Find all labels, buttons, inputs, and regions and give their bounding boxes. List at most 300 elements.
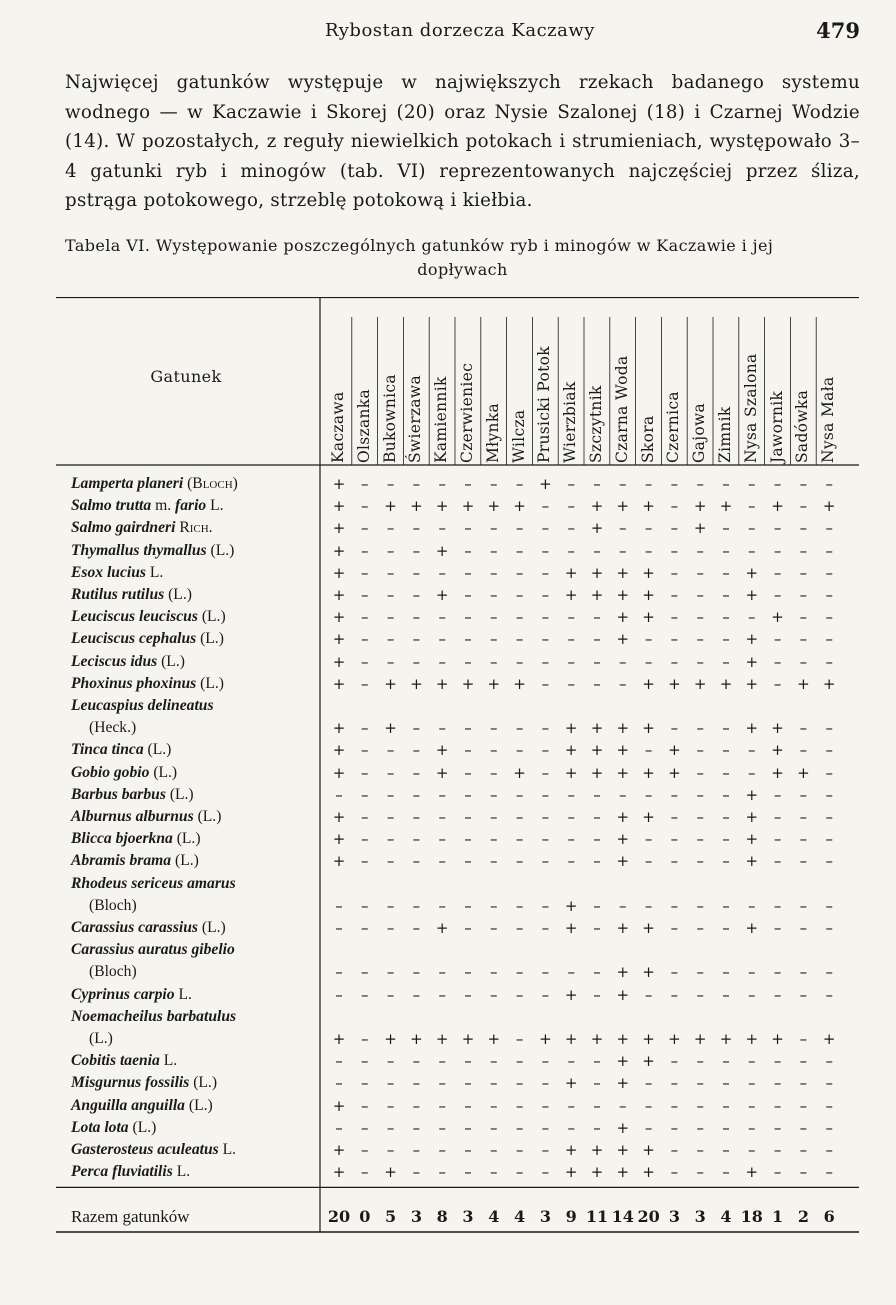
presence-mark: +: [513, 763, 526, 782]
absence-mark: –: [490, 808, 498, 826]
absence-mark: –: [412, 896, 421, 915]
presence-mark: +: [745, 852, 759, 871]
absence-mark: –: [386, 608, 395, 627]
absence-mark: –: [386, 630, 395, 649]
species-author: (L.): [161, 652, 185, 670]
absence-mark: –: [335, 896, 343, 915]
presence-mark: +: [332, 852, 346, 871]
species-author: L.: [222, 1141, 237, 1158]
absence-mark: –: [438, 1052, 446, 1071]
absence-mark: –: [593, 608, 601, 627]
absence-mark: –: [490, 852, 498, 871]
presence-mark: +: [564, 586, 578, 604]
absence-mark: –: [438, 1096, 446, 1115]
absence-mark: –: [825, 963, 833, 982]
absence-mark: –: [799, 1052, 808, 1071]
species-latin: Lamperta planeri: [71, 475, 184, 492]
absence-mark: –: [361, 963, 369, 982]
species-name: [71, 562, 323, 584]
species-author: (L.): [200, 674, 224, 692]
presence-mark: +: [435, 763, 449, 782]
absence-mark: –: [696, 541, 704, 560]
species-latin: Abramis brama: [71, 852, 172, 870]
absence-mark: –: [515, 1052, 524, 1071]
river-header: [378, 303, 404, 463]
species-name: [71, 673, 323, 695]
presence-mark: +: [332, 519, 346, 538]
absence-mark: –: [644, 830, 653, 849]
absence-mark: –: [773, 852, 782, 871]
species-latin: Rutilus rutilus: [71, 586, 165, 603]
absence-mark: –: [799, 475, 808, 493]
absence-mark: –: [515, 896, 524, 915]
species-name: [71, 1139, 323, 1161]
species-author: (L.): [132, 1118, 157, 1136]
presence-mark: +: [332, 608, 346, 627]
page-number: 479: [816, 18, 860, 43]
total-value: 5: [385, 1207, 397, 1226]
absence-mark: –: [464, 652, 472, 671]
absence-mark: –: [412, 1096, 421, 1115]
absence-mark: –: [438, 719, 446, 738]
presence-mark: +: [461, 674, 475, 693]
absence-mark: –: [541, 1074, 550, 1093]
absence-mark: –: [825, 896, 833, 915]
absence-mark: –: [361, 852, 369, 871]
river-header: [429, 303, 455, 463]
species-latin: Gobio gobio: [71, 763, 150, 781]
absence-mark: –: [696, 1141, 704, 1159]
absence-mark: –: [361, 608, 369, 627]
presence-mark: +: [771, 763, 784, 782]
presence-mark: +: [745, 563, 759, 582]
presence-mark: +: [384, 1030, 397, 1048]
species-author: (Heck.): [89, 719, 137, 737]
absence-mark: –: [619, 475, 627, 493]
total-value: 18: [740, 1207, 763, 1226]
absence-mark: –: [773, 563, 782, 582]
species-name: [71, 1006, 323, 1028]
total-value: 6: [823, 1207, 835, 1226]
absence-mark: –: [799, 852, 808, 871]
absence-mark: –: [438, 830, 446, 849]
presence-mark: +: [616, 763, 630, 782]
river-header-label: Czarna Woda: [612, 355, 631, 463]
absence-mark: –: [541, 1163, 550, 1182]
species-author: (L.): [153, 763, 178, 781]
presence-mark: +: [410, 1030, 423, 1048]
species-name: [71, 695, 323, 717]
absence-mark: –: [593, 985, 601, 1004]
presence-mark: +: [616, 1052, 630, 1071]
presence-mark: +: [332, 586, 346, 604]
absence-mark: –: [593, 1118, 601, 1137]
absence-mark: –: [515, 963, 524, 982]
absence-mark: –: [644, 1118, 653, 1137]
absence-mark: –: [799, 1141, 808, 1159]
absence-mark: –: [799, 1030, 808, 1048]
presence-mark: +: [564, 985, 578, 1004]
absence-mark: –: [515, 586, 524, 604]
absence-mark: –: [799, 1074, 808, 1093]
absence-mark: –: [748, 763, 756, 782]
absence-mark: –: [386, 785, 395, 804]
absence-mark: –: [412, 1141, 421, 1159]
river-header: [584, 303, 610, 463]
absence-mark: –: [464, 763, 472, 782]
absence-mark: –: [464, 1096, 472, 1115]
species-latin: Carassius carassius: [71, 919, 198, 936]
absence-mark: –: [567, 652, 575, 671]
species-author: (Bloch): [187, 475, 238, 492]
presence-mark: +: [745, 785, 759, 804]
absence-mark: –: [438, 896, 446, 915]
absence-mark: –: [696, 1096, 704, 1115]
absence-mark: –: [644, 896, 653, 915]
absence-mark: –: [644, 785, 653, 804]
presence-mark: +: [564, 1141, 578, 1159]
presence-mark: +: [332, 652, 346, 671]
presence-mark: +: [332, 719, 346, 738]
species-latin: Noemacheilus barbatulus: [71, 1007, 237, 1025]
absence-mark: –: [825, 541, 833, 560]
absence-mark: –: [825, 519, 833, 538]
absence-mark: –: [361, 652, 369, 671]
absence-mark: –: [541, 852, 550, 871]
presence-mark: +: [539, 475, 552, 493]
absence-mark: –: [748, 608, 756, 627]
species-author: (L.): [147, 741, 172, 759]
absence-mark: –: [593, 963, 601, 982]
absence-mark: –: [386, 586, 395, 604]
presence-mark: +: [435, 919, 449, 937]
river-header-label: Kamiennik: [432, 376, 451, 463]
absence-mark: –: [541, 1118, 550, 1137]
presence-mark: +: [384, 497, 397, 516]
river-header-label: Czerwieniec: [458, 362, 476, 463]
absence-mark: –: [412, 541, 421, 560]
absence-mark: –: [361, 541, 369, 560]
absence-mark: –: [335, 1074, 343, 1093]
absence-mark: –: [748, 1096, 756, 1115]
absence-mark: –: [361, 497, 369, 516]
absence-mark: –: [438, 475, 446, 493]
absence-mark: –: [593, 1052, 601, 1071]
river-header: [739, 303, 765, 463]
presence-mark: +: [616, 497, 630, 516]
absence-mark: –: [386, 652, 395, 671]
body-paragraph: Najwięcej gatunków występuje w największych rzekach badanego systemu wodnego — w Kaczawie i Skorej (20) oraz Nysie Szalonej (18) i Czarnej Wodzie (14). W pozostałych, z reguły niewielkich potokach i strumieniach, występowało 3–4 gatunki ryb i minogów (tab. VI) reprezentowanych najczęściej przez śliza, pstrąga potokowego, strzeblę potokową i kiełbia.: [65, 72, 860, 211]
absence-mark: –: [722, 541, 730, 560]
presence-mark: +: [719, 497, 733, 516]
absence-mark: –: [670, 919, 679, 937]
species-latin: Gasterosteus aculeatus: [71, 1141, 219, 1158]
absence-mark: –: [722, 963, 730, 982]
absence-mark: –: [722, 1118, 730, 1137]
absence-mark: –: [799, 1163, 808, 1182]
presence-mark: +: [822, 1030, 836, 1048]
river-header: [713, 303, 739, 463]
absence-mark: –: [490, 963, 498, 982]
absence-mark: –: [361, 1030, 369, 1048]
absence-mark: –: [541, 519, 550, 538]
absence-mark: –: [567, 519, 575, 538]
absence-mark: –: [386, 1052, 395, 1071]
river-header: [532, 303, 558, 463]
absence-mark: –: [773, 541, 782, 560]
species-name: [71, 584, 323, 606]
river-header: [507, 303, 533, 463]
absence-mark: –: [748, 541, 756, 560]
absence-mark: –: [490, 1118, 498, 1137]
river-header-label: Kaczawa: [329, 391, 347, 463]
absence-mark: –: [748, 1052, 756, 1071]
presence-mark: +: [384, 1163, 397, 1182]
absence-mark: –: [670, 1074, 679, 1093]
absence-mark: –: [438, 985, 446, 1004]
presence-mark: +: [564, 896, 578, 915]
species-author: (L.): [175, 852, 199, 870]
presence-mark: +: [564, 563, 578, 582]
absence-mark: –: [412, 652, 421, 671]
absence-mark: –: [361, 919, 369, 937]
absence-mark: –: [825, 808, 833, 826]
absence-mark: –: [515, 985, 524, 1004]
species-name: [71, 1161, 323, 1183]
species-name: [71, 850, 323, 872]
absence-mark: –: [438, 630, 446, 649]
absence-mark: –: [773, 630, 782, 649]
river-header: [326, 303, 352, 463]
total-value: 14: [611, 1207, 634, 1226]
absence-mark: –: [799, 1096, 808, 1115]
species-latin: Esox lucius: [71, 563, 146, 581]
absence-mark: –: [335, 985, 343, 1004]
absence-mark: –: [490, 830, 498, 849]
species-author: (L.): [193, 1074, 218, 1092]
species-author: Rich.: [179, 519, 213, 537]
species-name: [71, 939, 323, 961]
absence-mark: –: [825, 985, 833, 1004]
absence-mark: –: [696, 608, 704, 627]
presence-mark: +: [410, 674, 423, 693]
absence-mark: –: [541, 563, 550, 582]
presence-mark: +: [616, 630, 630, 649]
absence-mark: –: [696, 896, 704, 915]
absence-mark: –: [825, 1096, 833, 1115]
absence-mark: –: [490, 1074, 498, 1093]
absence-mark: –: [490, 652, 498, 671]
presence-mark: +: [616, 608, 630, 627]
presence-mark: +: [693, 674, 707, 693]
absence-mark: –: [438, 519, 446, 538]
presence-mark: +: [616, 563, 630, 582]
presence-mark: +: [616, 919, 630, 937]
absence-mark: –: [412, 630, 421, 649]
absence-mark: –: [799, 985, 808, 1004]
absence-mark: –: [773, 985, 782, 1004]
presence-mark: +: [642, 919, 655, 937]
absence-mark: –: [515, 1141, 524, 1159]
absence-mark: –: [515, 785, 524, 804]
absence-mark: –: [386, 1074, 395, 1093]
absence-mark: –: [696, 852, 704, 871]
river-header-label: Sadówka: [793, 389, 812, 463]
absence-mark: –: [799, 830, 808, 849]
absence-mark: –: [825, 852, 833, 871]
absence-mark: –: [799, 741, 808, 760]
absence-mark: –: [644, 985, 653, 1004]
presence-mark: +: [435, 541, 449, 560]
river-header-label: Skora: [638, 415, 657, 463]
total-value: 11: [585, 1207, 609, 1226]
absence-mark: –: [696, 963, 704, 982]
presence-mark: +: [435, 586, 449, 604]
absence-mark: –: [773, 1141, 782, 1159]
absence-mark: –: [386, 563, 395, 582]
absence-mark: –: [541, 763, 550, 782]
presence-mark: +: [719, 674, 733, 693]
presence-mark: +: [590, 1141, 604, 1159]
absence-mark: –: [722, 896, 730, 915]
absence-mark: –: [773, 652, 782, 671]
absence-mark: –: [361, 1096, 369, 1115]
total-value: 0: [359, 1207, 371, 1226]
absence-mark: –: [541, 785, 550, 804]
presence-mark: +: [332, 630, 346, 649]
absence-mark: –: [541, 1052, 550, 1071]
absence-mark: –: [670, 1163, 679, 1182]
absence-mark: –: [619, 652, 627, 671]
total-value: 9: [565, 1207, 577, 1226]
header-species: Gatunek: [150, 367, 222, 386]
presence-mark: +: [642, 586, 655, 604]
presence-mark: +: [564, 719, 578, 738]
species-name: [71, 828, 323, 850]
river-header: [352, 303, 378, 463]
species-table: [56, 297, 859, 1233]
absence-mark: –: [696, 785, 704, 804]
absence-mark: –: [567, 630, 575, 649]
absence-mark: –: [748, 963, 756, 982]
absence-mark: –: [670, 519, 679, 538]
total-value: 4: [720, 1207, 732, 1226]
presence-mark: +: [642, 963, 655, 982]
absence-mark: –: [438, 563, 446, 582]
species-latin: Cyprinus carpio: [71, 985, 175, 1003]
absence-mark: –: [619, 519, 627, 538]
absence-mark: –: [593, 896, 601, 915]
caption-line-1: Tabela VI. Występowanie poszczególnych gatunków ryb i minogów w Kaczawie i jej: [65, 236, 774, 255]
absence-mark: –: [825, 1163, 833, 1182]
absence-mark: –: [722, 1074, 730, 1093]
absence-mark: –: [722, 608, 730, 627]
absence-mark: –: [412, 785, 421, 804]
presence-mark: +: [332, 541, 346, 560]
absence-mark: –: [722, 919, 730, 937]
total-label: Razem gatunków: [71, 1207, 190, 1226]
river-header-label: Prusicki Potok: [535, 346, 554, 463]
river-header-label: Olszanka: [354, 388, 373, 463]
presence-mark: +: [745, 808, 759, 826]
presence-mark: +: [616, 1030, 630, 1048]
absence-mark: –: [825, 763, 833, 782]
absence-mark: –: [464, 852, 472, 871]
presence-mark: +: [590, 763, 604, 782]
absence-mark: –: [490, 519, 498, 538]
absence-mark: –: [773, 1074, 782, 1093]
presence-mark: +: [564, 741, 578, 760]
absence-mark: –: [490, 1141, 498, 1159]
species-latin: Perca fluviatilis: [71, 1163, 173, 1181]
absence-mark: –: [773, 586, 782, 604]
presence-mark: +: [642, 763, 655, 782]
absence-mark: –: [696, 1052, 704, 1071]
presence-mark: +: [771, 497, 784, 516]
absence-mark: –: [773, 1163, 782, 1182]
absence-mark: –: [722, 830, 730, 849]
total-value: 3: [694, 1207, 706, 1226]
absence-mark: –: [412, 475, 421, 493]
absence-mark: –: [748, 519, 756, 538]
species-latin: Thymallus thymallus: [71, 541, 207, 559]
absence-mark: –: [748, 741, 756, 760]
species-name: [71, 1095, 323, 1117]
absence-mark: –: [490, 985, 498, 1004]
absence-mark: –: [386, 919, 395, 937]
absence-mark: –: [593, 852, 601, 871]
total-value: 3: [410, 1207, 422, 1226]
absence-mark: –: [515, 630, 524, 649]
absence-mark: –: [722, 808, 730, 826]
absence-mark: –: [464, 563, 472, 582]
absence-mark: –: [515, 475, 524, 493]
species-latin: Tinca tinca: [71, 741, 144, 759]
absence-mark: –: [412, 763, 421, 782]
absence-mark: –: [825, 919, 833, 937]
absence-mark: –: [748, 1141, 756, 1159]
presence-mark: +: [771, 719, 784, 738]
running-head: [60, 18, 860, 48]
river-header-label: Czernica: [664, 391, 683, 463]
presence-mark: +: [771, 741, 784, 760]
absence-mark: –: [748, 896, 756, 915]
presence-mark: +: [642, 1163, 655, 1182]
absence-mark: –: [464, 919, 472, 937]
absence-mark: –: [825, 785, 833, 804]
presence-mark: +: [745, 719, 759, 738]
absence-mark: –: [567, 808, 575, 826]
presence-mark: +: [822, 674, 836, 693]
absence-mark: –: [825, 1074, 833, 1093]
absence-mark: –: [464, 719, 472, 738]
presence-mark: +: [410, 497, 423, 516]
absence-mark: –: [386, 985, 395, 1004]
absence-mark: –: [593, 475, 601, 493]
absence-mark: –: [670, 1096, 679, 1115]
absence-mark: –: [438, 808, 446, 826]
absence-mark: –: [335, 1052, 343, 1071]
absence-mark: –: [361, 896, 369, 915]
presence-mark: +: [745, 1163, 759, 1182]
absence-mark: –: [361, 1074, 369, 1093]
absence-mark: –: [412, 519, 421, 538]
absence-mark: –: [696, 719, 704, 738]
absence-mark: –: [412, 985, 421, 1004]
absence-mark: –: [619, 674, 627, 693]
absence-mark: –: [748, 1118, 756, 1137]
absence-mark: –: [825, 475, 833, 493]
